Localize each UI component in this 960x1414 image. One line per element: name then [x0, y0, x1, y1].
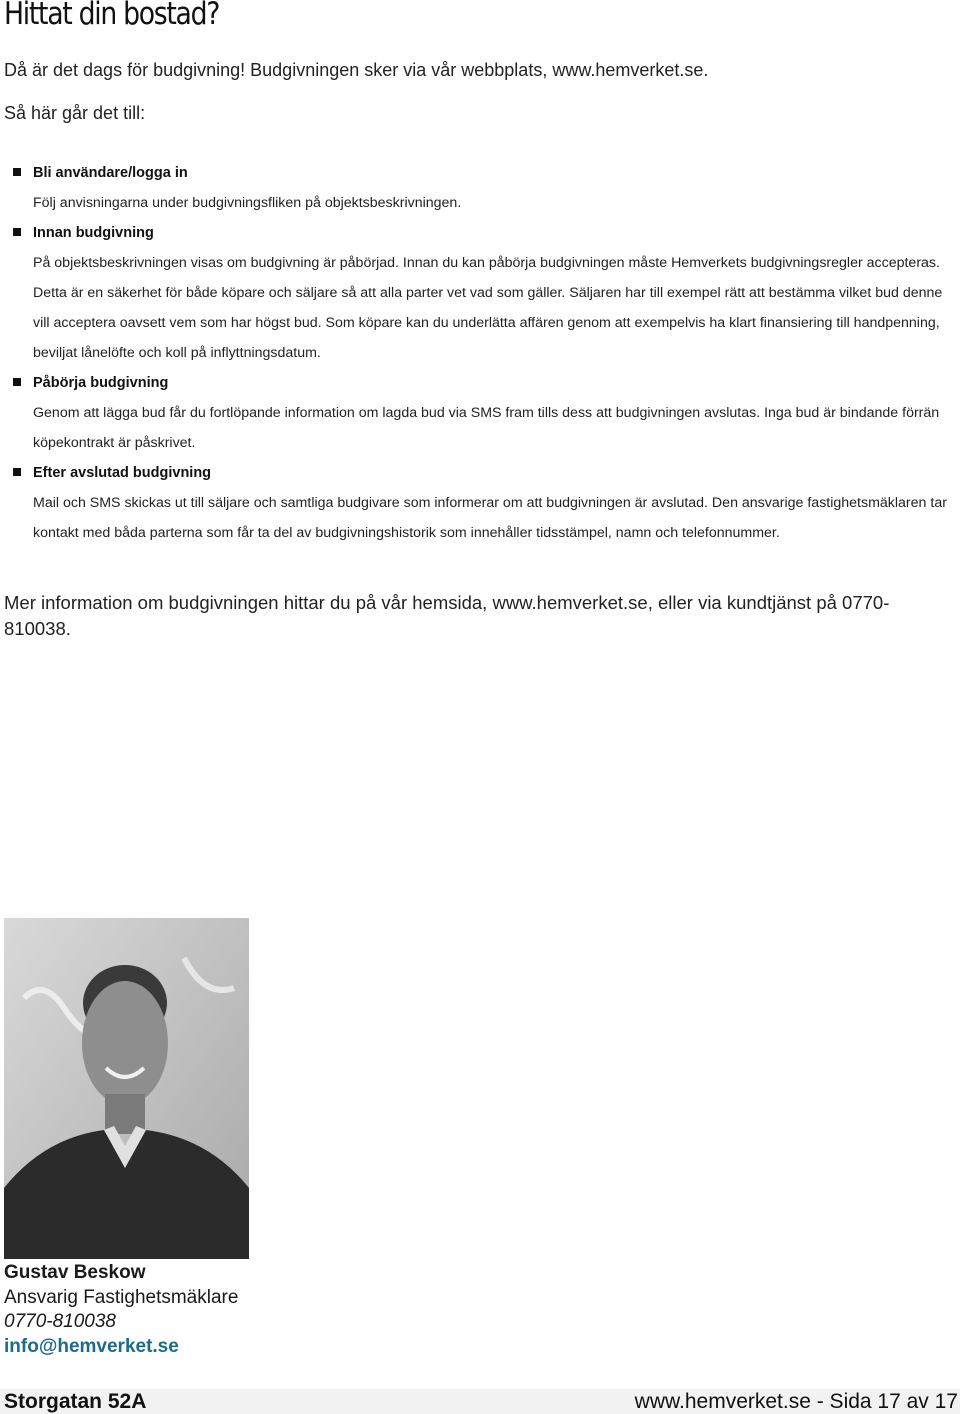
contact-card — [4, 1261, 238, 1359]
footer-page-info: www.hemverket.se - Sida 17 av 17 — [634, 1390, 958, 1413]
agent-photo — [4, 918, 249, 1259]
intro-text: Då är det dags för budgivning! Budgivningen sker via vår webbplats, www.hemverket.se. — [4, 60, 709, 80]
step-body: På objektsbeskrivningen visas om budgivning är påbörjad. Innan du kan påbörja budgivningen måste Hemverkets budgivningsregler accepteras. Detta är en säkerhet för både köpare och säljare så att alla parter vet vad som gäller. Säljaren har till exempel rätt att bestämma vilket bud denne vill acceptera oavsett vem som har högst bud. Som köpare kan du underlätta affären genom att exempelvis ha klart finansiering till handpenning, beviljat lånelöfte och koll på inflyttningsdatum. — [33, 255, 943, 361]
agent-name: Gustav Beskow — [4, 1262, 146, 1283]
bullet-square-icon — [13, 168, 21, 176]
step-body: Mail och SMS skickas ut till säljare och samtliga budgivare som informerar om att budgivningen är avslutad. Den ansvarige fastighetsmäklaren tar kontakt med båda parterna som får ta del av budgivningshistorik som innehåller tidsstämpel, namn och telefonnummer. — [33, 495, 947, 541]
bullet-square-icon — [13, 228, 21, 236]
step-heading: Bli användare/logga in — [33, 165, 188, 181]
agent-phone: 0770-810038 — [4, 1311, 116, 1332]
agent-email-link[interactable]: info@hemverket.se — [4, 1335, 179, 1357]
steps-list — [13, 158, 960, 548]
step-heading: Efter avslutad budgivning — [33, 465, 212, 481]
agent-portrait-image — [4, 918, 249, 1259]
agent-role: Ansvarig Fastighetsmäklare — [4, 1286, 239, 1308]
list-item — [13, 368, 960, 458]
intro-subheading: Så här går det till: — [4, 103, 146, 123]
step-heading: Innan budgivning — [33, 225, 154, 241]
bullet-square-icon — [13, 468, 21, 476]
list-item — [13, 218, 960, 368]
more-info-text: Mer information om budgivningen hittar du på vår hemsida, www.hemverket.se, eller via kundtjänst på 0770-810038. — [4, 592, 890, 639]
footer-address: Storgatan 52A — [4, 1390, 147, 1413]
page-footer — [0, 1389, 960, 1414]
step-body: Följ anvisningarna under budgivningsfliken på objektsbeskrivningen. — [33, 195, 462, 211]
list-item — [13, 458, 960, 548]
bullet-square-icon — [13, 378, 21, 386]
page-title: Hittat din bostad? — [4, 0, 220, 32]
step-body: Genom att lägga bud får du fortlöpande information om lagda bud via SMS fram tills dess att budgivningen avslutas. Inga bud är bindande förrän köpekontrakt är påskrivet. — [33, 405, 940, 451]
step-heading: Påbörja budgivning — [33, 375, 169, 391]
list-item — [13, 158, 960, 218]
